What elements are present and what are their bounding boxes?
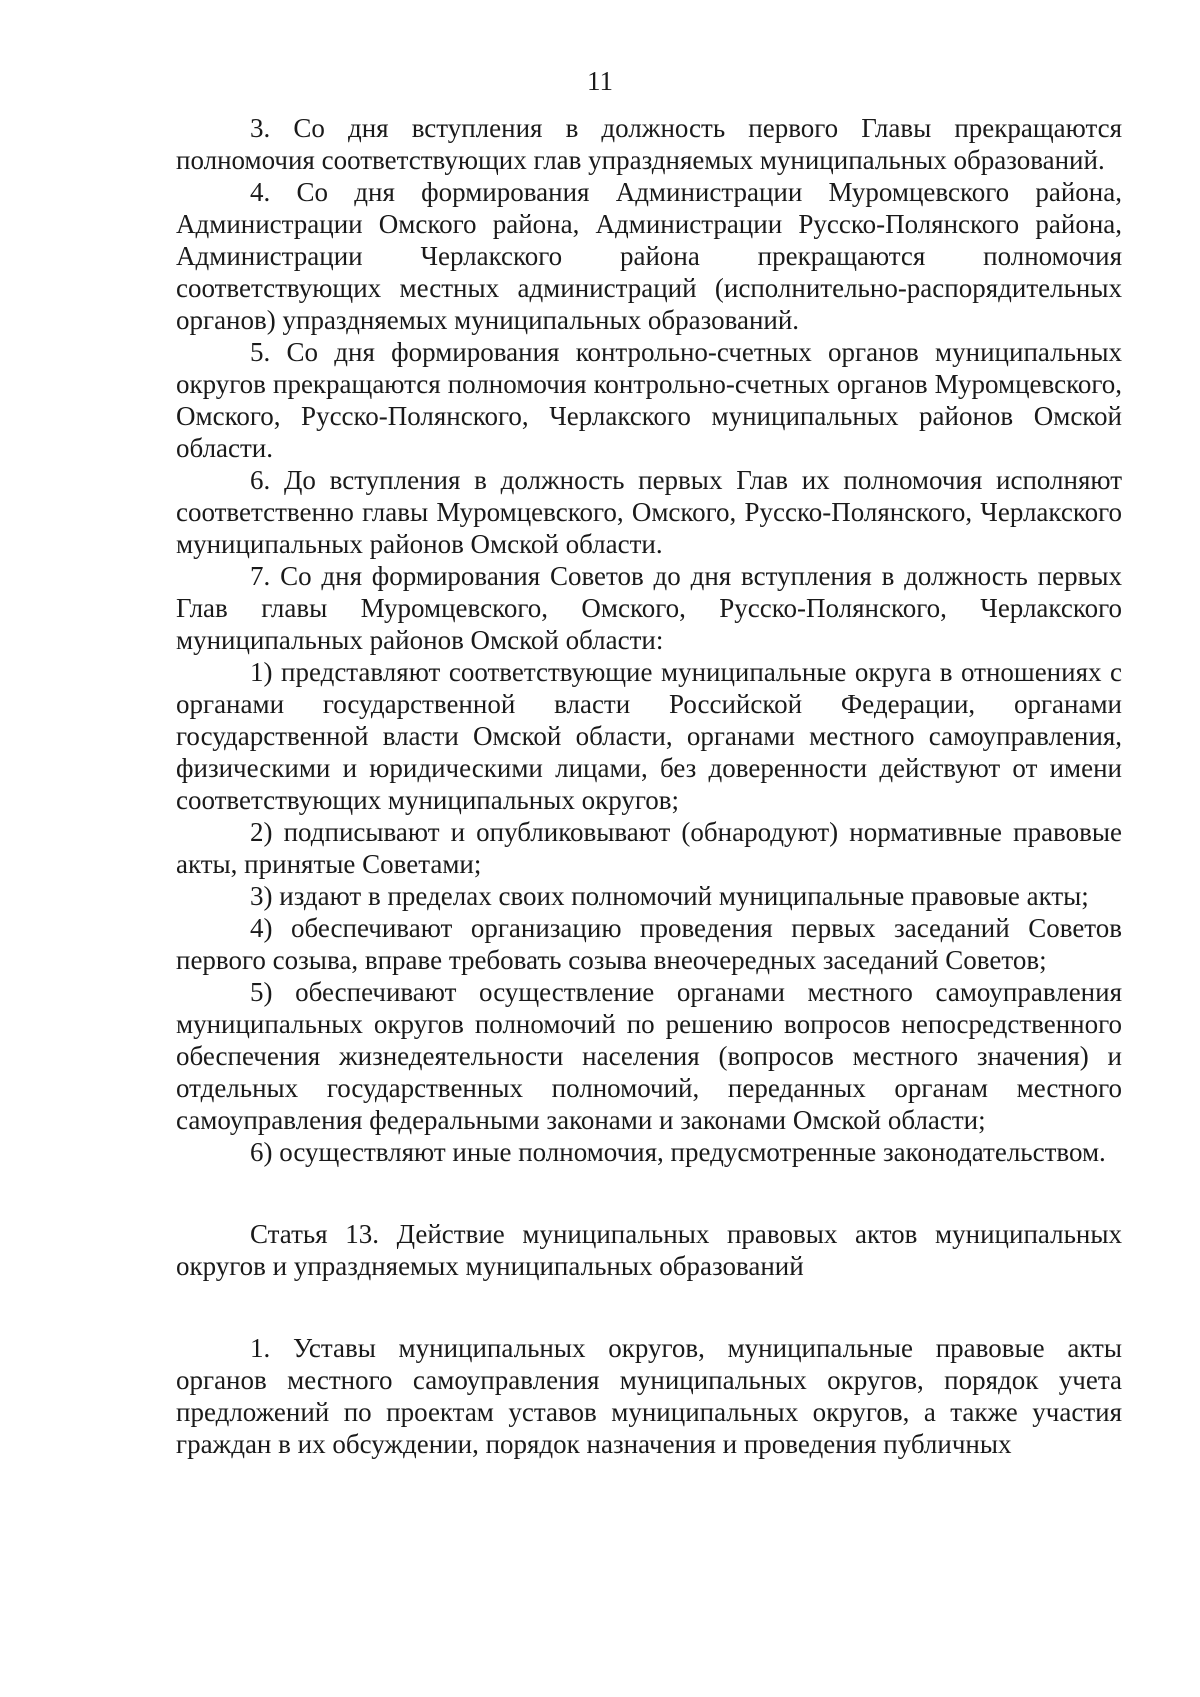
spacer [176, 1168, 1122, 1218]
page-number: 11 [587, 66, 613, 96]
paragraph-7: 7. Со дня формирования Советов до дня вступления в должность первых Глав главы Муромцевского, Омского, Русско-Полянского, Черлакского муниципальных районов Омской области: [176, 561, 1122, 655]
list-item-3: 3) издают в пределах своих полномочий муниципальные правовые акты; [250, 881, 1089, 911]
list-item-5: 5) обеспечивают осуществление органами местного самоуправления муниципальных округов полномочий по решению вопросов непосредственного обеспечения жизнедеятельности населения (вопросов местного значения) и отдельных государственных полномочий, переданных органам местного самоуправления федеральными законами и законами Омской области; [176, 977, 1122, 1135]
list-item-4: 4) обеспечивают организацию проведения первых заседаний Советов первого созыва, вправе требовать созыва внеочередных заседаний Советов; [176, 913, 1122, 975]
article-heading: Статья 13. Действие муниципальных правовых актов муниципальных округов и упраздняемых муниципальных образований [176, 1219, 1122, 1281]
list-item-6: 6) осуществляют иные полномочия, предусмотренные законодательством. [250, 1137, 1106, 1167]
paragraph-4: 4. Со дня формирования Администрации Муромцевского района, Администрации Омского района, Администрации Русско-Полянского района, Администрации Черлакского района прекращаются полномочия соответствующих местных администраций (исполнительно-распорядительных органов) упраздняемых муниципальных образований. [176, 177, 1122, 335]
paragraph-5: 5. Со дня формирования контрольно-счетных органов муниципальных округов прекращаются полномочия контрольно-счетных органов Муромцевского, Омского, Русско-Полянского, Черлакского муниципальных районов Омской области. [176, 337, 1122, 463]
article-paragraph-1: 1. Уставы муниципальных округов, муниципальные правовые акты органов местного самоуправления муниципальных округов, порядок учета предложений по проектам уставов муниципальных округов, а также участия граждан в их обсуждении, порядок назначения и проведения публичных [176, 1333, 1122, 1459]
paragraph-3: 3. Со дня вступления в должность первого Главы прекращаются полномочия соответствующих глав упраздняемых муниципальных образований. [176, 113, 1122, 175]
list-item-1: 1) представляют соответствующие муниципальные округа в отношениях с органами государственной власти Российской Федерации, органами государственной власти Омской области, органами местного самоуправления, физическими и юридическими лицами, без доверенности действуют от имени соответствующих муниципальных округов; [176, 657, 1122, 815]
list-item-2: 2) подписывают и опубликовывают (обнародуют) нормативные правовые акты, принятые Советами; [176, 817, 1122, 879]
document-body [176, 112, 1122, 1460]
spacer [176, 1282, 1122, 1332]
paragraph-6: 6. До вступления в должность первых Глав их полномочия исполняют соответственно главы Муромцевского, Омского, Русско-Полянского, Черлакского муниципальных районов Омской области. [176, 465, 1122, 559]
